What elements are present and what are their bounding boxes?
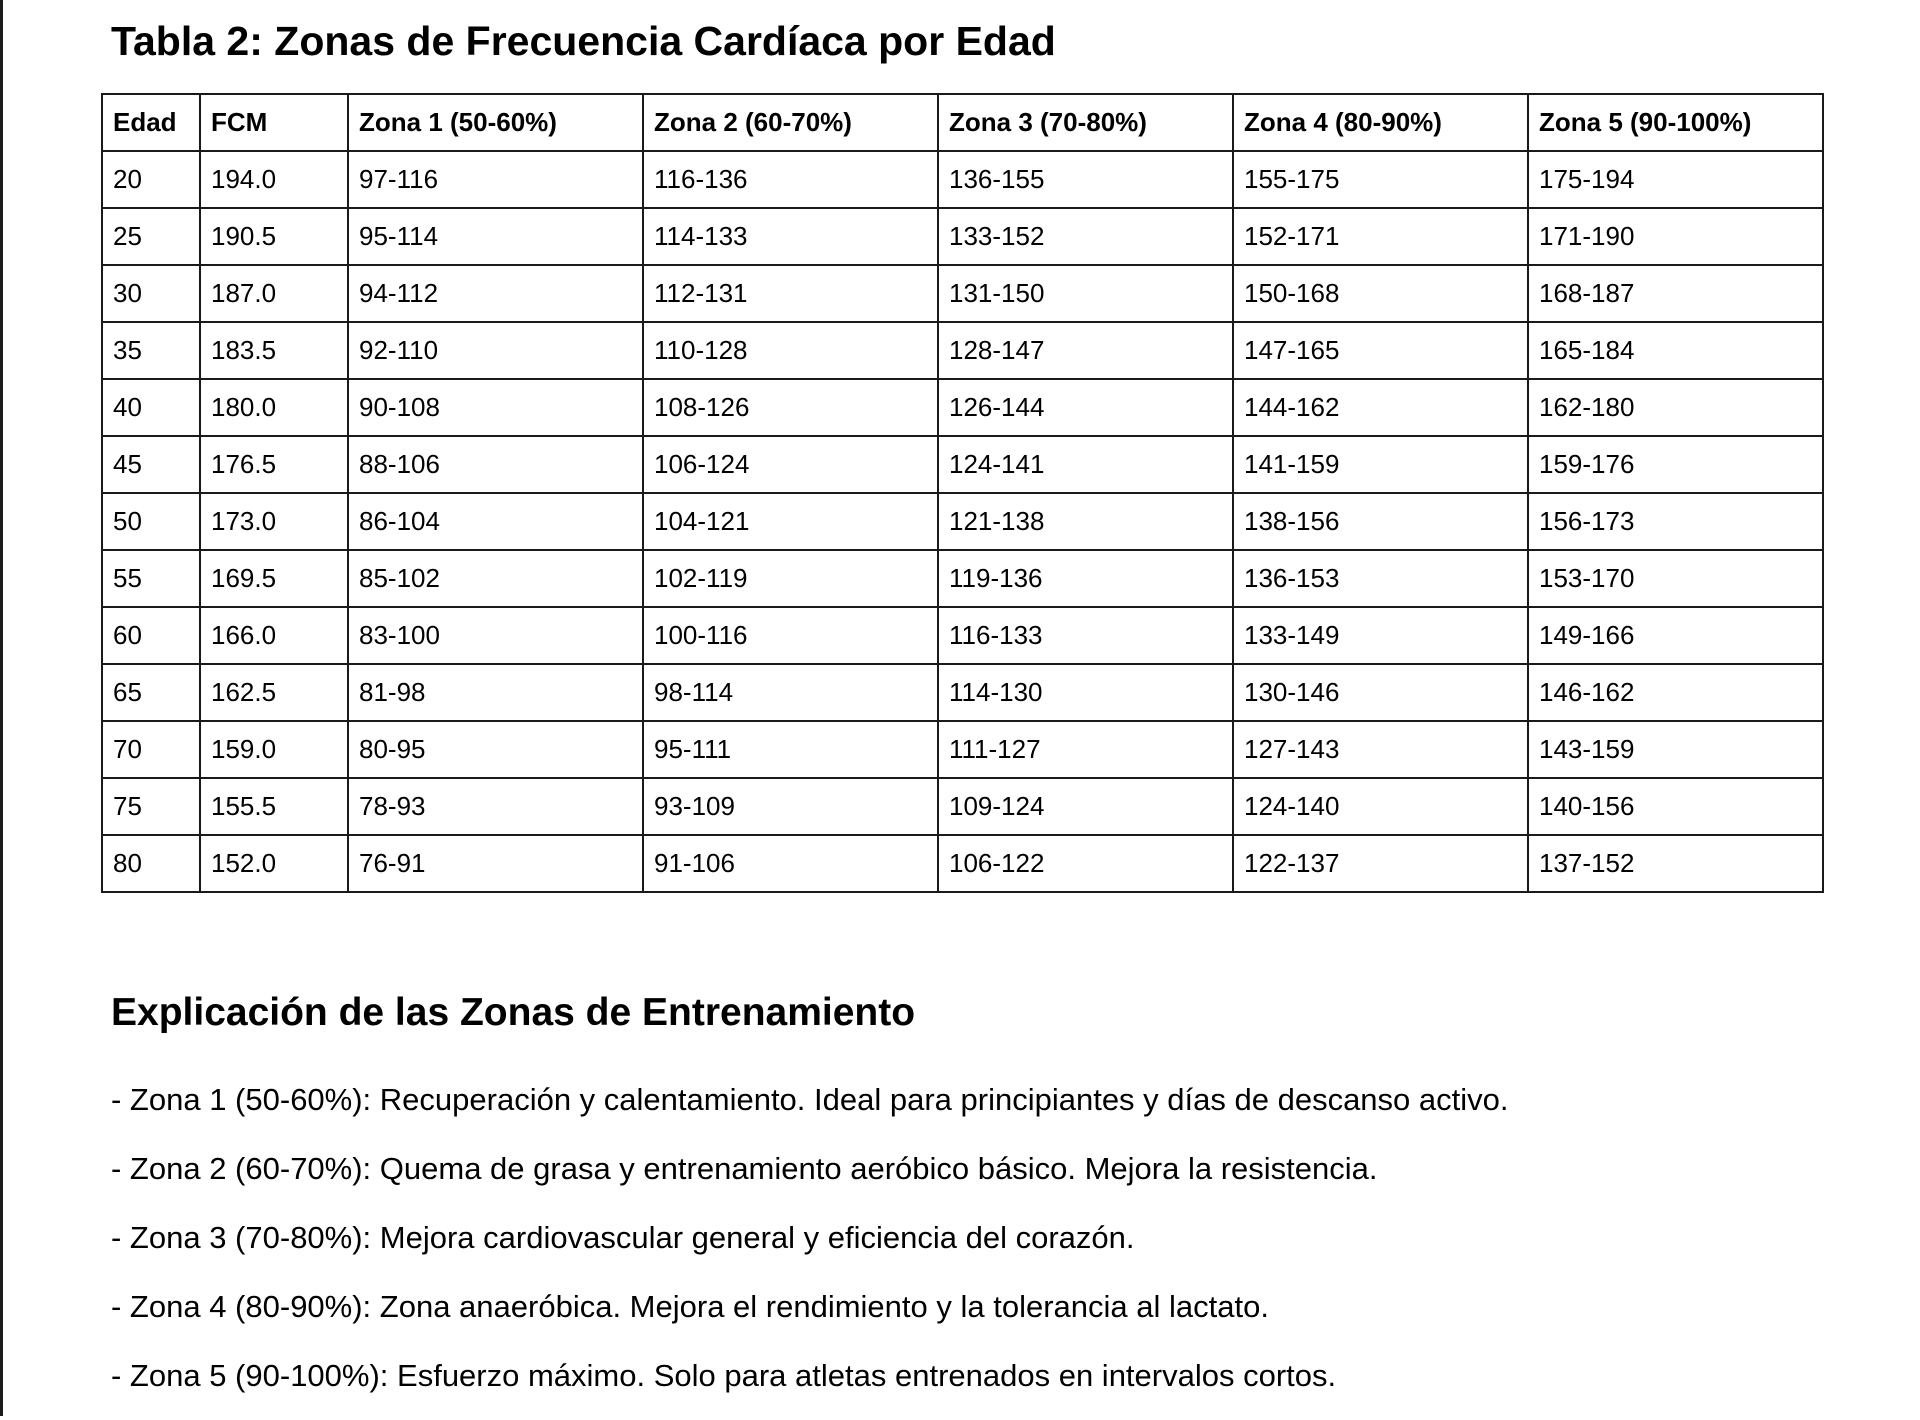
- cell-zone-5: 143-159: [1528, 721, 1823, 778]
- cell-zone-2: 91-106: [643, 835, 938, 892]
- cell-zone-3: 136-155: [938, 151, 1233, 208]
- cell-zone-4: 124-140: [1233, 778, 1528, 835]
- cell-zone-1: 97-116: [348, 151, 643, 208]
- table-row: [102, 151, 1823, 208]
- column-header-zone-2: Zona 2 (60-70%): [643, 94, 938, 151]
- table-row: [102, 265, 1823, 322]
- cell-zone-3: 109-124: [938, 778, 1233, 835]
- cell-zone-2: 108-126: [643, 379, 938, 436]
- cell-max-heart-rate: 187.0: [200, 265, 348, 322]
- cell-age: 55: [102, 550, 200, 607]
- cell-max-heart-rate: 194.0: [200, 151, 348, 208]
- cell-zone-5: 168-187: [1528, 265, 1823, 322]
- cell-max-heart-rate: 173.0: [200, 493, 348, 550]
- cell-zone-3: 131-150: [938, 265, 1233, 322]
- zone-explanation-list: [111, 1075, 1509, 1420]
- table-row: [102, 208, 1823, 265]
- cell-max-heart-rate: 155.5: [200, 778, 348, 835]
- column-header-zone-1: Zona 1 (50-60%): [348, 94, 643, 151]
- table-row: [102, 493, 1823, 550]
- cell-zone-1: 80-95: [348, 721, 643, 778]
- cell-zone-2: 98-114: [643, 664, 938, 721]
- cell-max-heart-rate: 169.5: [200, 550, 348, 607]
- cell-zone-1: 88-106: [348, 436, 643, 493]
- cell-zone-5: 171-190: [1528, 208, 1823, 265]
- cell-zone-4: 138-156: [1233, 493, 1528, 550]
- cell-zone-1: 85-102: [348, 550, 643, 607]
- table-header-row: [102, 94, 1823, 151]
- cell-zone-5: 175-194: [1528, 151, 1823, 208]
- cell-zone-4: 130-146: [1233, 664, 1528, 721]
- zone-explanation-item: - Zona 1 (50-60%): Recuperación y calentamiento. Ideal para principiantes y días de descanso activo.: [111, 1082, 1509, 1117]
- cell-zone-3: 124-141: [938, 436, 1233, 493]
- cell-zone-1: 86-104: [348, 493, 643, 550]
- cell-zone-1: 83-100: [348, 607, 643, 664]
- cell-age: 35: [102, 322, 200, 379]
- table-row: [102, 436, 1823, 493]
- table-row: [102, 835, 1823, 892]
- cell-zone-1: 95-114: [348, 208, 643, 265]
- cell-max-heart-rate: 190.5: [200, 208, 348, 265]
- cell-age: 60: [102, 607, 200, 664]
- cell-age: 80: [102, 835, 200, 892]
- cell-zone-2: 106-124: [643, 436, 938, 493]
- cell-zone-3: 126-144: [938, 379, 1233, 436]
- column-header-zone-3: Zona 3 (70-80%): [938, 94, 1233, 151]
- cell-max-heart-rate: 152.0: [200, 835, 348, 892]
- cell-zone-4: 141-159: [1233, 436, 1528, 493]
- cell-zone-2: 114-133: [643, 208, 938, 265]
- cell-zone-5: 149-166: [1528, 607, 1823, 664]
- cell-zone-4: 127-143: [1233, 721, 1528, 778]
- cell-zone-3: 111-127: [938, 721, 1233, 778]
- cell-zone-2: 116-136: [643, 151, 938, 208]
- page-edge-rule: [0, 0, 3, 1416]
- cell-age: 75: [102, 778, 200, 835]
- cell-max-heart-rate: 180.0: [200, 379, 348, 436]
- zone-explanation-item: - Zona 4 (80-90%): Zona anaeróbica. Mejora el rendimiento y la tolerancia al lactato.: [111, 1289, 1269, 1324]
- cell-zone-3: 116-133: [938, 607, 1233, 664]
- cell-zone-1: 94-112: [348, 265, 643, 322]
- table-row: [102, 721, 1823, 778]
- cell-zone-4: 152-171: [1233, 208, 1528, 265]
- cell-age: 65: [102, 664, 200, 721]
- column-header-zone-5: Zona 5 (90-100%): [1528, 94, 1823, 151]
- cell-zone-5: 156-173: [1528, 493, 1823, 550]
- cell-zone-5: 159-176: [1528, 436, 1823, 493]
- cell-zone-4: 155-175: [1233, 151, 1528, 208]
- cell-zone-2: 95-111: [643, 721, 938, 778]
- cell-age: 20: [102, 151, 200, 208]
- cell-zone-3: 119-136: [938, 550, 1233, 607]
- table-title: Tabla 2: Zonas de Frecuencia Cardíaca por Edad: [111, 18, 1056, 64]
- cell-age: 70: [102, 721, 200, 778]
- column-header-zone-4: Zona 4 (80-90%): [1233, 94, 1528, 151]
- cell-age: 50: [102, 493, 200, 550]
- table-row: [102, 379, 1823, 436]
- table-row: [102, 778, 1823, 835]
- zone-explanation-item: - Zona 2 (60-70%): Quema de grasa y entrenamiento aeróbico básico. Mejora la resistencia.: [111, 1151, 1378, 1186]
- cell-zone-1: 78-93: [348, 778, 643, 835]
- zone-explanation-item: - Zona 3 (70-80%): Mejora cardiovascular general y eficiencia del corazón.: [111, 1220, 1135, 1255]
- cell-max-heart-rate: 166.0: [200, 607, 348, 664]
- cell-max-heart-rate: 183.5: [200, 322, 348, 379]
- cell-max-heart-rate: 159.0: [200, 721, 348, 778]
- zone-explanation-item: - Zona 5 (90-100%): Esfuerzo máximo. Solo para atletas entrenados en intervalos cortos.: [111, 1358, 1337, 1393]
- cell-zone-2: 104-121: [643, 493, 938, 550]
- cell-zone-4: 133-149: [1233, 607, 1528, 664]
- cell-zone-3: 121-138: [938, 493, 1233, 550]
- cell-zone-5: 165-184: [1528, 322, 1823, 379]
- cell-zone-5: 137-152: [1528, 835, 1823, 892]
- cell-max-heart-rate: 176.5: [200, 436, 348, 493]
- heart-rate-zones-table: [101, 93, 1824, 893]
- cell-zone-5: 153-170: [1528, 550, 1823, 607]
- cell-zone-1: 76-91: [348, 835, 643, 892]
- column-header-max-heart-rate: FCM: [200, 94, 348, 151]
- cell-zone-5: 140-156: [1528, 778, 1823, 835]
- cell-zone-3: 106-122: [938, 835, 1233, 892]
- cell-zone-3: 133-152: [938, 208, 1233, 265]
- cell-zone-4: 144-162: [1233, 379, 1528, 436]
- cell-zone-2: 110-128: [643, 322, 938, 379]
- table-row: [102, 550, 1823, 607]
- table-row: [102, 607, 1823, 664]
- cell-age: 45: [102, 436, 200, 493]
- table-row: [102, 664, 1823, 721]
- cell-age: 40: [102, 379, 200, 436]
- cell-zone-4: 150-168: [1233, 265, 1528, 322]
- cell-max-heart-rate: 162.5: [200, 664, 348, 721]
- cell-age: 25: [102, 208, 200, 265]
- cell-zone-2: 102-119: [643, 550, 938, 607]
- cell-zone-1: 92-110: [348, 322, 643, 379]
- cell-age: 30: [102, 265, 200, 322]
- cell-zone-3: 128-147: [938, 322, 1233, 379]
- column-header-age: Edad: [102, 94, 200, 151]
- cell-zone-1: 81-98: [348, 664, 643, 721]
- cell-zone-3: 114-130: [938, 664, 1233, 721]
- cell-zone-2: 112-131: [643, 265, 938, 322]
- cell-zone-4: 122-137: [1233, 835, 1528, 892]
- cell-zone-4: 147-165: [1233, 322, 1528, 379]
- cell-zone-1: 90-108: [348, 379, 643, 436]
- cell-zone-2: 100-116: [643, 607, 938, 664]
- cell-zone-2: 93-109: [643, 778, 938, 835]
- cell-zone-4: 136-153: [1233, 550, 1528, 607]
- explanation-title: Explicación de las Zonas de Entrenamiento: [111, 991, 916, 1034]
- cell-zone-5: 146-162: [1528, 664, 1823, 721]
- table-row: [102, 322, 1823, 379]
- cell-zone-5: 162-180: [1528, 379, 1823, 436]
- table-body: [102, 151, 1823, 892]
